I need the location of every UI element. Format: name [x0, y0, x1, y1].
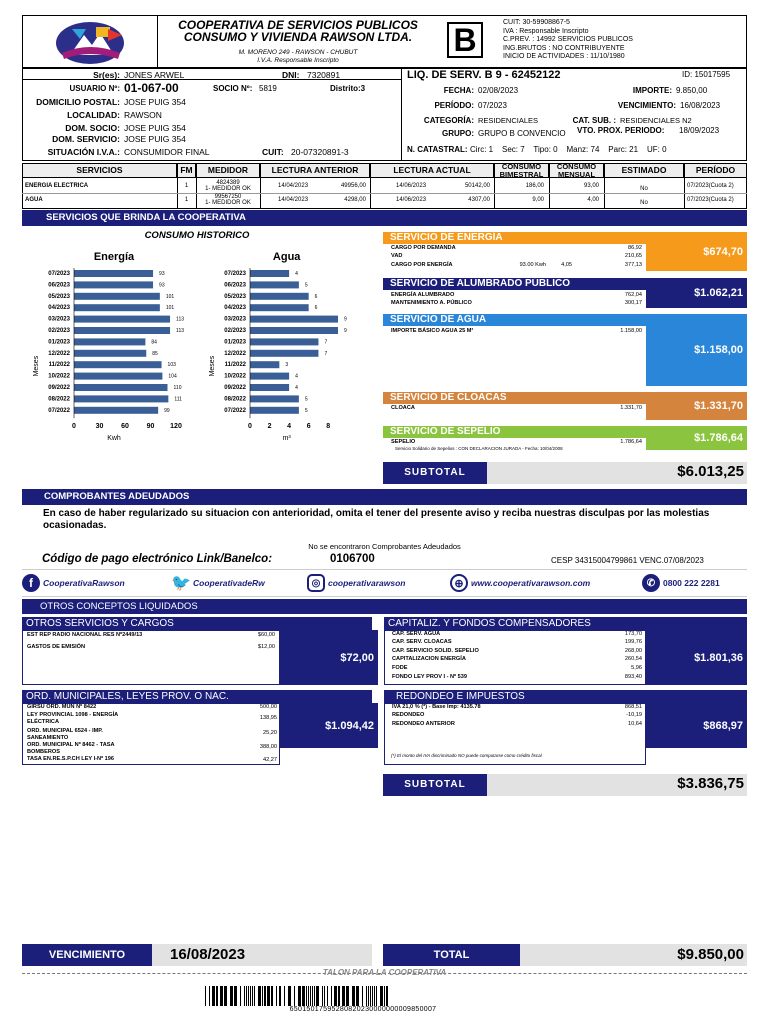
chart-data-label: 6: [314, 293, 318, 300]
chart-data-label: 103: [167, 362, 176, 369]
chart-bar: [250, 384, 289, 391]
th-periodo: PERÍODO: [684, 163, 747, 178]
barcode-number: 65015017595280820230000000009850007: [289, 1006, 437, 1013]
barcode-bar: [386, 986, 388, 1006]
chart-data-label: 85: [152, 350, 158, 357]
chart-tick-label: 8: [326, 423, 331, 431]
liq-ncatastral: Circ: 1 Sec: 7 Tipo: 0 Manz: 74 Parc: 21 UF: 0: [470, 145, 667, 154]
chart-bar: [74, 304, 160, 311]
chart-bar: [74, 293, 160, 300]
barcode-bar: [384, 986, 385, 1006]
barcode-bar: [374, 986, 375, 1006]
subtotal-1: $6.013,25: [677, 463, 744, 480]
client-socio: 5819: [259, 84, 277, 93]
chart-bar: [74, 395, 168, 402]
chart-tick-label: 90: [146, 423, 155, 431]
chart-bar: [74, 350, 146, 357]
chart-bar: [250, 316, 338, 323]
barcode-bar: [310, 986, 311, 1006]
liq-categoria: RESIDENCIALES: [478, 116, 539, 125]
svc-energia-amount: $674,70: [646, 232, 747, 271]
svc-cloacas-title: SERVICIO DE CLOACAS: [383, 392, 646, 404]
chart-tick-label: 0: [72, 423, 76, 431]
chart-data-label: 3: [285, 362, 289, 369]
chart-category-label: 12/2022: [48, 350, 70, 357]
barcode-bar: [338, 986, 340, 1006]
chart-bar: [74, 327, 170, 334]
client-usuario: 01-067-00: [124, 81, 179, 95]
client-cuit: 20-07320891-3: [291, 147, 349, 157]
chart-title: Energía: [93, 251, 135, 263]
barcode-bar: [370, 986, 371, 1006]
chart-data-label: 9: [344, 316, 347, 323]
chart-data-label: 104: [168, 373, 177, 380]
otros-servicios-title: OTROS SERVICIOS Y CARGOS: [22, 617, 372, 630]
th-fm: FM: [177, 163, 196, 178]
liq-title: LIQ. DE SERV. B 9 - 62452122: [407, 69, 561, 81]
coop-address: M. MORENO 249 - RAWSON - CHUBUT: [238, 49, 358, 56]
barcode-bar: [276, 986, 277, 1006]
barcode-bar: [294, 986, 295, 1006]
th-medidor: MEDIDOR: [196, 163, 260, 178]
chart-data-label: 7: [324, 350, 328, 357]
client-name: JONES ARWEL: [124, 70, 185, 80]
svc-sepelio-title: SERVICIO DE SEPELIO: [383, 426, 646, 438]
chart-category-label: 11/2022: [48, 362, 70, 369]
client-localidad: RAWSON: [124, 110, 162, 120]
client-dom-socio: JOSE PUIG 354: [124, 123, 186, 133]
barcode-bar: [298, 986, 301, 1006]
svc-agua-title: SERVICIO DE AGUA: [383, 314, 646, 326]
redondeo-amount: $868,97: [646, 703, 747, 748]
barcode-bar: [334, 986, 337, 1006]
barcode-bar: [254, 986, 255, 1006]
barcode-bar: [314, 986, 315, 1006]
chart-bar: [250, 293, 309, 300]
liq-vto-prox: 18/09/2023: [679, 126, 720, 135]
chart-data-label: 5: [304, 396, 308, 403]
liq-periodo: 07/2023: [478, 101, 507, 110]
barcode-bar: [248, 986, 249, 1006]
liq-fecha: 02/08/2023: [478, 86, 519, 95]
adeudados-none: No se encontraron Comprobantes Adeudados: [308, 542, 461, 551]
barcode-bar: [267, 986, 270, 1006]
barcode-bar: [302, 986, 305, 1006]
footer-total: $9.850,00: [677, 946, 744, 963]
chart-tick-label: 2: [267, 423, 272, 431]
coop-iva-status: IVA : Responsable Inscripto: [503, 27, 589, 35]
barcode-bar: [380, 986, 383, 1006]
chart-data-label: 99: [164, 407, 170, 414]
twitter-icon: 🐦: [171, 575, 191, 592]
social-twitter[interactable]: 🐦 CooperativadeRw: [171, 575, 265, 592]
chart-category-label: 06/2023: [224, 282, 246, 289]
chart-category-label: 10/2022: [48, 373, 70, 380]
chart-data-label: 5: [304, 407, 308, 414]
chart-category-label: 06/2023: [48, 282, 70, 289]
barcode-bar: [258, 986, 261, 1006]
th-lectura-anterior: LECTURA ANTERIOR: [260, 163, 370, 178]
barcode-bar: [288, 986, 291, 1006]
coop-inicio: INICIO DE ACTIVIDADES : 11/10/1980: [503, 53, 625, 60]
barcode-bar: [244, 986, 245, 1006]
th-estimado: ESTIMADO: [604, 163, 684, 178]
coop-logo: [52, 19, 128, 65]
chart-category-label: 09/2022: [224, 385, 246, 391]
coop-name-1: COOPERATIVA DE SERVICIOS PUBLICOS: [178, 18, 418, 32]
barcode-bar: [230, 986, 233, 1006]
chart-bar: [74, 407, 158, 414]
chart-category-label: 07/2023: [48, 271, 70, 277]
barcode-bar: [284, 986, 285, 1006]
chart-bar: [74, 384, 168, 391]
chart-bar: [250, 304, 309, 311]
barcode-bar: [264, 986, 266, 1006]
capitaliz-amount: $1.801,36: [646, 630, 747, 685]
liq-id: ID: 15017595: [682, 70, 731, 79]
coop-cprev: C.PREV. : 14992 SERVICIOS PUBLICOS: [503, 36, 633, 43]
chart-tick-label: 0: [248, 423, 252, 431]
chart-bar: [250, 270, 289, 277]
chart-tick-label: 120: [170, 423, 182, 431]
subtotal-label-1: SUBTOTAL: [383, 462, 487, 484]
barcode-bar: [262, 986, 263, 1006]
chart-tick-label: 4: [287, 423, 292, 431]
chart-category-label: 10/2022: [224, 373, 246, 380]
barcode-bar: [352, 986, 355, 1006]
chart-bar: [250, 361, 279, 368]
barcode-bar: [327, 986, 328, 1006]
barcode-bar: [234, 986, 237, 1006]
capitaliz-title: CAPITALIZ. Y FONDOS COMPENSADORES: [384, 617, 747, 630]
chart-category-label: 02/2023: [224, 328, 246, 334]
social-web[interactable]: ⊕ www.cooperativarawson.com: [450, 574, 590, 592]
chart-category-label: 02/2023: [48, 328, 70, 334]
chart-category-label: 01/2023: [48, 339, 70, 346]
barcode-bar: [279, 986, 281, 1006]
cesp: CESP 34315004799861 VENC.07/08/2023: [551, 556, 704, 565]
chart-bar: [250, 395, 299, 402]
chart-category-label: 04/2023: [48, 305, 70, 312]
th-lectura-actual: LECTURA ACTUAL: [370, 163, 494, 178]
barcode-bar: [271, 986, 273, 1006]
chart-bar: [250, 407, 299, 414]
svc-agua-amount: $1.158,00: [646, 314, 747, 386]
chart-category-label: 08/2022: [48, 396, 70, 403]
svc-sepelio-amount: $1.786,64: [646, 426, 747, 450]
social-facebook[interactable]: f CooperativaRawson: [22, 574, 125, 592]
client-dom-servicio: JOSE PUIG 354: [124, 134, 186, 144]
liq-catsub: RESIDENCIALES N2: [620, 116, 692, 125]
subtotal-label-2: SUBTOTAL: [383, 774, 487, 796]
barcode-bar: [372, 986, 373, 1006]
coop-iva: I.V.A. Responsable Inscripto: [257, 57, 339, 64]
footer-venc-label: VENCIMIENTO: [22, 944, 152, 966]
chart-title: Agua: [272, 251, 301, 263]
chart-tick-label: 60: [121, 423, 129, 431]
chart-data-label: 4: [295, 385, 298, 391]
chart-data-label: 7: [324, 339, 328, 346]
chart-data-label: 5: [304, 282, 308, 289]
th-consumo-bim: CONSUMO BIMESTRAL: [494, 163, 549, 178]
chart-data-label: 9: [344, 328, 347, 334]
redondeo-note: (*) El monto del IVA discriminado NO puede computarse como crédito fiscal: [391, 753, 542, 758]
chart-data-label: 6: [314, 305, 318, 312]
barcode-bar: [306, 986, 307, 1006]
consumption-charts: [22, 244, 372, 444]
barcode-bar: [312, 986, 313, 1006]
globe-icon: ⊕: [450, 574, 468, 592]
chart-bar: [74, 361, 162, 368]
barcode-bar: [212, 986, 215, 1006]
chart-x-label: m³: [282, 435, 291, 443]
client-situacion: CONSUMIDOR FINAL: [124, 147, 210, 157]
chart-bar: [74, 373, 162, 380]
chart-data-label: 93: [159, 271, 165, 277]
barcode-bar: [322, 986, 323, 1006]
chart-category-label: 01/2023: [224, 339, 246, 346]
barcode-bar: [220, 986, 223, 1006]
chart-data-label: 111: [174, 396, 182, 403]
barcode-bar: [250, 986, 251, 1006]
chart-tick-label: 6: [306, 423, 311, 431]
otros-bar: OTROS CONCEPTOS LIQUIDADOS: [22, 599, 747, 614]
otros-servicios-amount: $72,00: [280, 630, 378, 685]
barcode-bar: [240, 986, 241, 1006]
instagram-icon: ◎: [307, 574, 325, 592]
chart-bar: [250, 327, 338, 334]
barcode: [205, 986, 521, 1006]
chart-category-label: 05/2023: [224, 293, 246, 300]
th-servicios: SERVICIOS: [22, 163, 177, 178]
barcode-bar: [362, 986, 363, 1006]
chart-super-title: CONSUMO HISTORICO: [144, 230, 250, 241]
client-distrito: Distrito:3: [330, 84, 366, 93]
barcode-bar: [366, 986, 367, 1006]
svc-cloacas-amount: $1.331,70: [646, 392, 747, 420]
chart-bar: [74, 316, 170, 323]
chart-category-label: 03/2023: [48, 316, 70, 323]
chart-bar: [250, 373, 289, 380]
adeudados-message: En caso de haber regularizado su situacion con anterioridad, omita el tener del presente aviso y reciba nuestras disculpas por las molestias ocasionadas.: [43, 508, 710, 531]
svc-alumbrado-title: SERVICIO DE ALUMBRADO PÚBLICO: [383, 278, 646, 290]
redondeo-title: REDONDEO E IMPUESTOS: [384, 690, 747, 703]
chart-x-label: Kwh: [107, 435, 121, 443]
barcode-bar: [216, 986, 218, 1006]
municipales-amount: $1.094,42: [280, 703, 378, 748]
chart-category-label: 07/2022: [48, 407, 70, 414]
client-dni: 7320891: [307, 70, 341, 80]
chart-category-label: 03/2023: [224, 316, 246, 323]
chart-data-label: 101: [165, 305, 175, 312]
phone-icon: ✆: [642, 574, 660, 592]
chart-bar: [74, 338, 145, 345]
barcode-bar: [316, 986, 319, 1006]
barcode-bar: [324, 986, 325, 1006]
coop-tax-info: [503, 19, 633, 62]
barcode-bar: [252, 986, 253, 1006]
chart-data-label: 4: [295, 271, 298, 277]
codigo-pago: 0106700: [330, 553, 375, 565]
chart-category-label: 05/2023: [48, 293, 70, 300]
barcode-bar: [205, 986, 206, 1006]
chart-data-label: 93: [159, 282, 165, 289]
barcode-bar: [308, 986, 309, 1006]
codigo-label: Código de pago electrónico Link/Banelco:: [42, 553, 273, 565]
chart-category-label: 07/2022: [224, 407, 246, 414]
chart-y-label: Meses: [33, 355, 40, 377]
liq-grupo: GRUPO B CONVENCIO: [478, 129, 566, 138]
subtotal-2: $3.836,75: [677, 775, 744, 792]
adeudados-bar: COMPROBANTES ADEUDADOS: [22, 489, 747, 505]
footer-total-label: TOTAL: [383, 944, 520, 966]
chart-category-label: 07/2023: [224, 271, 246, 277]
client-dom-postal: JOSE PUIG 354: [124, 97, 186, 107]
barcode-bar: [246, 986, 247, 1006]
social-instagram[interactable]: ◎ cooperativarawson: [307, 574, 405, 592]
barcode-bar: [346, 986, 349, 1006]
chart-tick-label: 30: [95, 423, 104, 431]
chart-bar: [250, 281, 299, 288]
barcode-bar: [342, 986, 345, 1006]
svc-sepelio-note: Servicio Solidario de Sepelios : CON DECLARACION JURADA - Fecha: 10/04/2008: [395, 446, 563, 451]
chart-data-label: 101: [165, 293, 175, 300]
barcode-bar: [224, 986, 227, 1006]
chart-y-label: Meses: [209, 355, 216, 377]
chart-data-label: 113: [176, 328, 185, 334]
coop-cuit: CUIT: 30-59908867-5: [503, 19, 570, 26]
chart-category-label: 12/2022: [224, 350, 246, 357]
coop-name-2: CONSUMO Y VIVIENDA RAWSON LTDA.: [183, 30, 413, 44]
barcode-bar: [331, 986, 332, 1006]
chart-bar: [250, 338, 318, 345]
talon-label: TALON PARA LA COOPERATIVA: [322, 968, 447, 977]
chart-data-label: 4: [295, 373, 298, 380]
svc-alumbrado-amount: $1.062,21: [646, 278, 747, 308]
chart-data-label: 113: [176, 316, 185, 323]
chart-bar: [250, 350, 318, 357]
chart-bar: [74, 281, 153, 288]
barcode-bar: [368, 986, 369, 1006]
coop-ingbrutos: ING.BRUTOS : NO CONTRIBUYENTE: [503, 44, 625, 52]
th-consumo-men: CONSUMO MENSUAL: [549, 163, 604, 178]
chart-category-label: 04/2023: [224, 305, 246, 312]
chart-bar: [74, 270, 153, 277]
barcode-bar: [376, 986, 377, 1006]
chart-category-label: 09/2022: [48, 385, 70, 391]
barcode-bar: [356, 986, 359, 1006]
svc-energia-title: SERVICIO DE ENERGÍA: [383, 232, 646, 244]
chart-category-label: 11/2022: [224, 362, 246, 369]
services-bar: SERVICIOS QUE BRINDA LA COOPERATIVA: [22, 210, 747, 226]
liq-vencimiento: 16/08/2023: [680, 101, 721, 110]
barcode-bar: [209, 986, 210, 1006]
chart-category-label: 08/2022: [224, 396, 246, 403]
footer-venc: 16/08/2023: [170, 946, 246, 963]
municipales-title: ORD. MUNICIPALES, LEYES PROV. O NAC.: [22, 690, 372, 703]
facebook-icon: f: [22, 574, 40, 592]
chart-data-label: 84: [151, 339, 157, 346]
liq-importe: 9.850,00: [676, 86, 708, 95]
invoice-letter: B: [447, 22, 483, 58]
chart-data-label: 110: [173, 385, 182, 391]
social-phone[interactable]: ✆ 0800 222 2281: [642, 574, 720, 592]
